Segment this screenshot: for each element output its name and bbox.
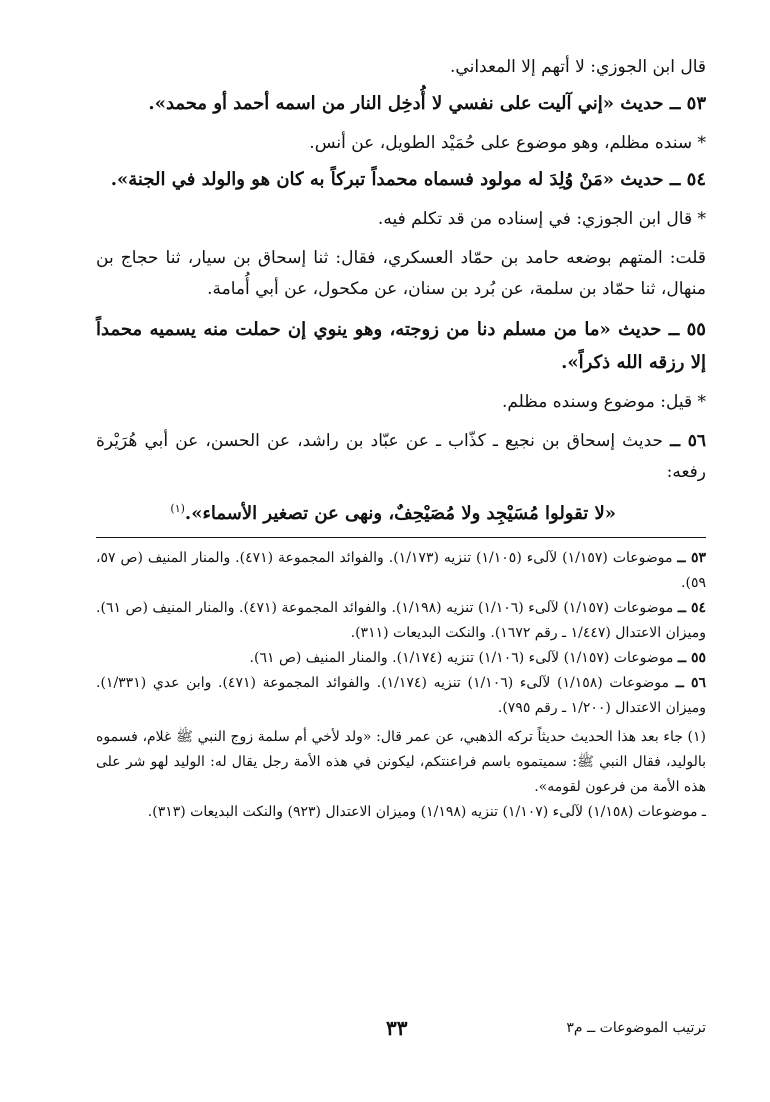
- book-title: ترتيب الموضوعات ــ م٣: [566, 1020, 706, 1036]
- footnote-divider: [96, 537, 706, 538]
- note-number: ٥٥ ــ: [677, 650, 706, 666]
- note-text: موضوعات (١/١٥٧) لآلىء (١/١٠٦) تنزيه (١/١٩٨). والفوائد المجموعة (٤٧١). والمنار المنيف (ص ٦١). وميزان الاعتدال (١/٤٤٧ ـ رقم ١٦٧٢). والنكت البديعات (٣١١).: [96, 600, 706, 641]
- note-number: ٥٣ ــ: [677, 550, 707, 566]
- entry-text: حديث «مَنْ وُلِدَ له مولود فسماه محمداً تبركاً به كان هو والولد في الجنة».: [110, 169, 664, 190]
- text-line: * قيل: موضوع وسنده مظلم.: [501, 392, 706, 412]
- note-number: ٥٦ ــ: [675, 675, 707, 691]
- entry-text: حديث «إني آليت على نفسي لا أُدخِل النار من اسمه أحمد أو محمد».: [148, 93, 664, 114]
- note-text: موضوعات (١/١٥٨) لآلىء (١/١٠٦) تنزيه (١/١٧٤). والفوائد المجموعة (٤٧١). وابن عدي (١/٣٣١). وميزان الاعتدال (١/٢٠٠ ـ رقم ٧٩٥).: [96, 675, 706, 716]
- footnote-1: (١) جاء بعد هذا الحديث حديثاً تركه الذهبي، عن عمر قال: «ولد لأخي أم سلمة زوج النبي ﷺ غلام، فسموه بالوليد، فقال النبي ﷺ: سميتموه باسم فراعنتكم، ليكونن في هذه الأمة رجل يقال له: الوليد لهو شر على هذه الأمة من فرعون لقومه».: [96, 729, 706, 795]
- entry-number: ٥٥ ــ: [668, 319, 706, 340]
- note-number: ٥٤ ــ: [677, 600, 707, 616]
- hadith-entry-54: [96, 163, 706, 196]
- footnote-1-sources: ـ موضوعات (١/١٥٨) لآلىء (١/١٠٧) تنزيه (١/١٩٨) وميزان الاعتدال (٩٢٣) والنكت البديعات (٣١٣).: [147, 804, 706, 820]
- text-paragraph: قلت: المتهم بوضعه حامد بن حمّاد العسكري، فقال: ثنا إسحاق بن سيار، ثنا حجاج بن منهال، ثنا حمّاد بن سلمة، عن بُرد بن سنان، عن مكحول، عن أبي أُمامة.: [96, 248, 706, 299]
- note-text: موضوعات (١/١٥٧) لآلىء (١/١٠٦) تنزيه (١/١٧٤). والمنار المنيف (ص ٦١).: [249, 650, 674, 666]
- entry-number: ٥٦ ــ: [670, 431, 706, 451]
- page-footer: [96, 1016, 706, 1050]
- hadith-entry-56: [96, 426, 706, 488]
- text-line: قال ابن الجوزي: لا أتهم إلا المعداني.: [450, 57, 706, 77]
- note-text: موضوعات (١/١٥٧) لآلىء (١/١٠٥) تنزيه (١/١٧٣). والفوائد المجموعة (٤٧١). والمنار المنيف (ص ٥٧، ٥٩).: [96, 550, 706, 591]
- page-body: [96, 52, 706, 825]
- hadith-entry-55: [96, 313, 706, 379]
- entry-number: ٥٣ ــ: [669, 93, 706, 114]
- footnote-ref: (١): [170, 502, 185, 515]
- entry-number: ٥٤ ــ: [669, 169, 706, 190]
- source-note-53: [96, 546, 706, 596]
- entry-text: حديث إسحاق بن نجيع ـ كذّاب ـ عن عبّاد بن راشد، عن الحسن، عن أبي هُرَيْرة رفعه:: [96, 431, 706, 482]
- source-note-56: [96, 671, 706, 721]
- text-line: * سنده مظلم، وهو موضوع على حُمَيْد الطويل، عن أنس.: [309, 133, 706, 153]
- entry-text: حديث «ما من مسلم دنا من زوجته، وهو ينوي إن حملت منه يسميه محمداً إلا رزقه الله ذكراً».: [96, 319, 706, 373]
- hadith-quote: [96, 492, 706, 531]
- page-number: ٣٣: [386, 1016, 408, 1040]
- hadith-entry-53: [96, 87, 706, 120]
- hadith-quote-text: «لا تقولوا مُسَيْجِد ولا مُصَيْحِفٌ، ونهى عن تصغير الأسماء».: [184, 503, 616, 524]
- source-note-54: [96, 596, 706, 646]
- text-line: * قال ابن الجوزي: في إسناده من قد تكلم فيه.: [377, 209, 706, 229]
- source-note-55: [96, 646, 706, 671]
